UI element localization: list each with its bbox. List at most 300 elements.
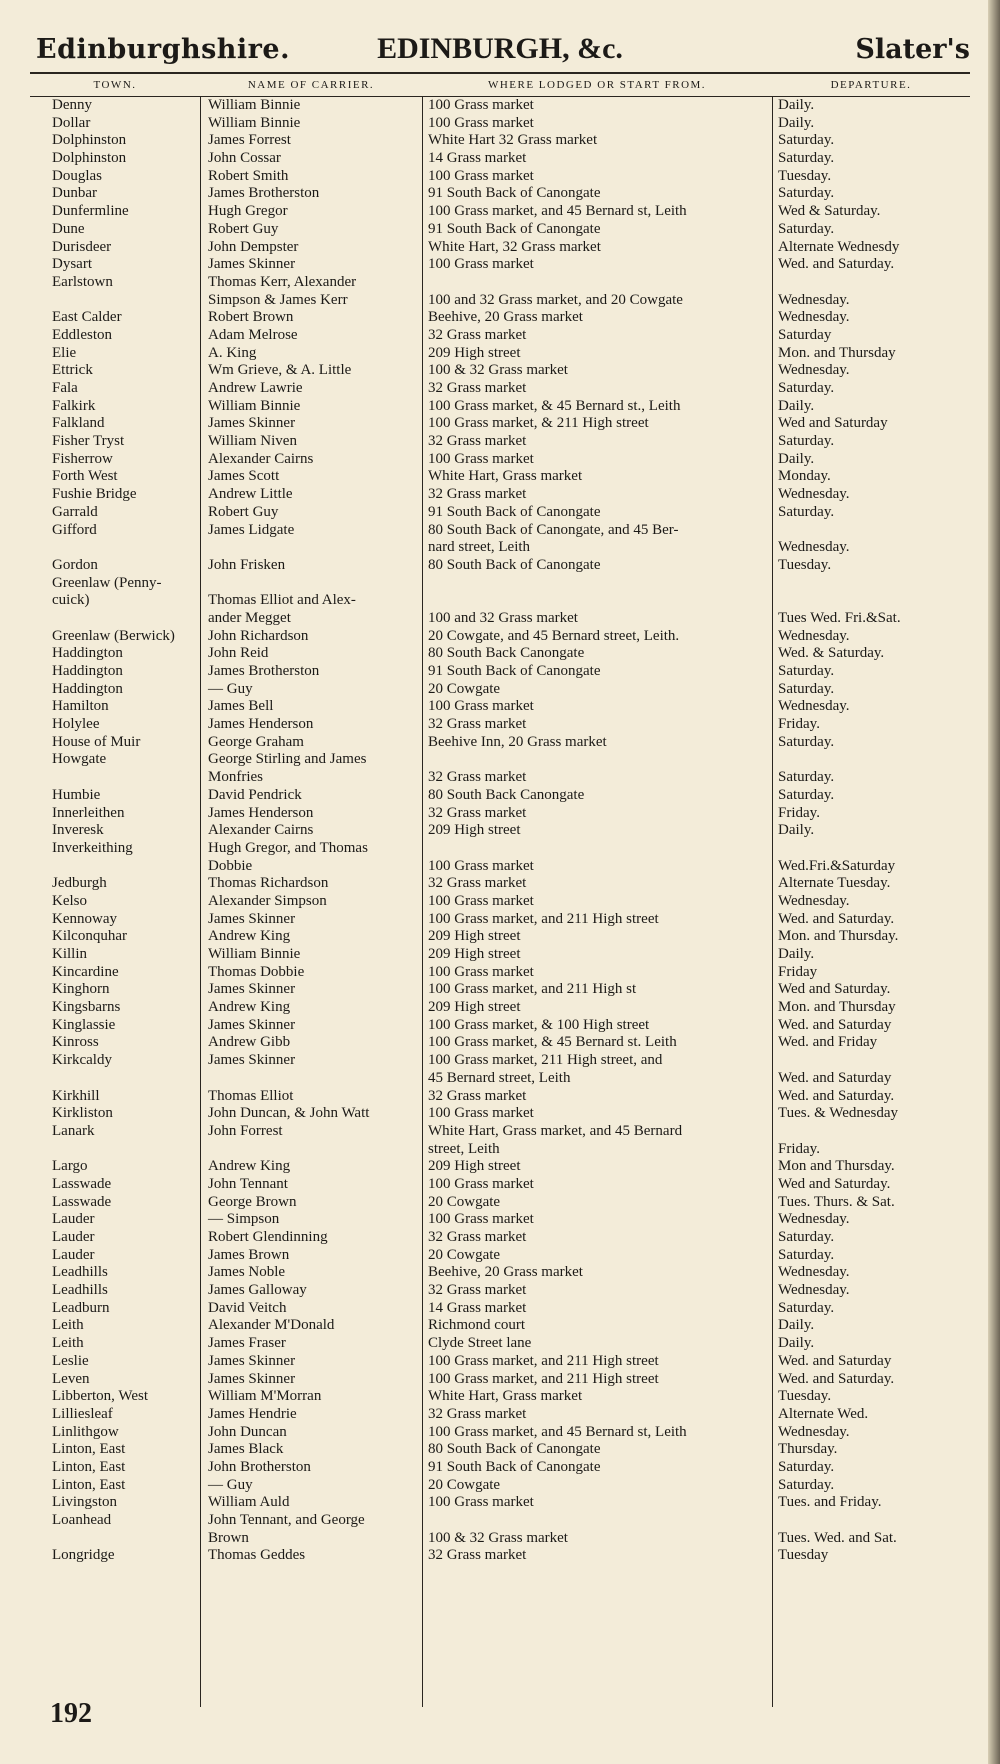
row-departure: Wed and Saturday. (778, 1175, 891, 1192)
row-carrier: James Bell (208, 698, 274, 715)
row-carrier: John Tennant (208, 1175, 288, 1192)
row-town: Elie (52, 344, 77, 361)
row-carrier: Hugh Gregor, and Thomas (208, 839, 368, 856)
row-carrier: Andrew King (208, 928, 291, 945)
row-lodged: White Hart, 32 Grass market (428, 238, 601, 255)
row-departure: Daily. (778, 946, 815, 962)
row-town: Haddington (52, 680, 123, 697)
row-departure: Saturday. (778, 1246, 835, 1263)
table-row (30, 875, 970, 893)
row-carrier: — Guy (208, 680, 253, 697)
table-row (30, 610, 970, 628)
table-row (30, 928, 970, 946)
row-carrier: Dobbie (208, 857, 253, 874)
row-departure: Wednesday. (778, 698, 850, 715)
row-town: Greenlaw (Penny- (52, 574, 162, 591)
row-carrier: Alexander Cairns (208, 450, 314, 467)
row-departure: Alternate Wed. (778, 1405, 869, 1422)
row-town: Jedburgh (52, 875, 107, 892)
column-divider (772, 97, 773, 1707)
row-town: Kincardine (52, 963, 119, 980)
row-carrier: William M'Morran (208, 1388, 322, 1405)
table-row (30, 239, 970, 257)
table-row (30, 1353, 970, 1371)
row-town: Linton, East (52, 1441, 126, 1458)
table-row (30, 1335, 970, 1353)
row-departure: Saturday. (778, 680, 835, 697)
row-departure: Wednesday. (778, 362, 850, 379)
row-lodged (422, 751, 772, 769)
table-row (30, 1017, 970, 1035)
row-departure: Wed. and Saturday (778, 1352, 892, 1369)
row-carrier: Thomas Elliot and Alex- (208, 592, 356, 609)
row-town: Eddleston (52, 326, 112, 343)
table-row (30, 274, 970, 292)
row-lodged: 80 South Back of Canongate (428, 1441, 601, 1458)
row-departure: Daily. (778, 1317, 815, 1334)
row-lodged: 100 Grass market, & 45 Bernard st., Leith (428, 397, 681, 414)
row-carrier: John Duncan, & John Watt (208, 1105, 370, 1122)
row-lodged: 100 Grass market (428, 1494, 534, 1511)
row-carrier: William Binnie (208, 114, 301, 131)
row-town: Dune (52, 220, 85, 237)
row-departure: Wed. and Saturday (778, 1016, 892, 1033)
row-departure: Saturday. (778, 786, 835, 803)
column-header-carrier: NAME OF CARRIER. (247, 79, 375, 91)
row-lodged: 20 Cowgate (428, 1193, 501, 1210)
row-carrier (200, 575, 422, 593)
row-town: Longridge (52, 1547, 115, 1564)
row-lodged: 100 Grass market (428, 1211, 534, 1228)
row-carrier: James Lidgate (208, 521, 295, 538)
row-town: Leven (52, 1370, 90, 1387)
row-carrier: — Simpson (208, 1211, 280, 1228)
table-row (30, 292, 970, 310)
row-departure: Wednesday. (778, 1282, 850, 1299)
row-departure: Saturday. (778, 769, 835, 786)
row-departure (772, 1123, 970, 1141)
row-departure: Tuesday (778, 1547, 829, 1564)
row-town: Kirkhill (52, 1087, 100, 1104)
row-carrier: James Henderson (208, 716, 314, 733)
row-town: Kinross (52, 1034, 99, 1051)
row-town: Denny (52, 97, 92, 113)
row-carrier: James Brown (208, 1246, 290, 1263)
row-departure: Tuesday. (778, 167, 832, 184)
row-town: Dolphinston (52, 132, 127, 149)
row-lodged: 100 Grass market, and 211 High street (428, 910, 659, 927)
row-departure: Mon and Thursday. (778, 1158, 895, 1175)
table-row (30, 1441, 970, 1459)
row-lodged: 209 High street (428, 344, 521, 361)
row-carrier: David Pendrick (208, 786, 302, 803)
row-departure: Tuesday. (778, 556, 832, 573)
table-row (30, 858, 970, 876)
row-departure (772, 575, 970, 593)
row-carrier: Robert Brown (208, 309, 294, 326)
column-header-town: TOWN. (93, 79, 137, 91)
row-carrier: Monfries (208, 769, 263, 786)
row-lodged: 100 Grass market (428, 892, 534, 909)
row-carrier: Andrew Little (208, 486, 293, 503)
row-departure: Wednesday. (778, 892, 850, 909)
row-town: Haddington (52, 663, 123, 679)
row-lodged: 80 South Back of Canongate, and 45 Ber- (428, 521, 679, 538)
row-lodged (422, 274, 772, 292)
row-carrier: William Niven (208, 433, 297, 450)
row-lodged: 32 Grass market (428, 326, 527, 343)
row-town: Lilliesleaf (52, 1405, 113, 1422)
row-town: Inverkeithing (52, 839, 133, 856)
row-departure: Saturday. (778, 663, 835, 679)
row-departure: Friday. (778, 1140, 820, 1157)
row-lodged: 100 Grass market (428, 97, 534, 113)
row-lodged: 209 High street (428, 946, 521, 962)
row-town: Inveresk (52, 822, 104, 839)
row-carrier: Adam Melrose (208, 326, 298, 343)
table-row (30, 539, 970, 557)
row-carrier: John Brotherston (208, 1458, 311, 1475)
row-town: Leith (52, 1335, 84, 1352)
table-row (30, 592, 970, 610)
row-carrier: John Duncan (208, 1423, 287, 1440)
row-lodged: 20 Cowgate (428, 680, 501, 697)
row-departure: Tues. Thurs. & Sat. (778, 1193, 895, 1210)
row-carrier: John Forrest (208, 1122, 283, 1139)
row-town: Earlstown (52, 273, 113, 290)
row-departure: Tues. & Wednesday (778, 1105, 899, 1122)
row-town: Durisdeer (52, 238, 112, 255)
row-town: East Calder (52, 309, 122, 326)
row-departure: Saturday. (778, 1299, 835, 1316)
row-town: Linlithgow (52, 1423, 119, 1440)
table-row (30, 1300, 970, 1318)
row-departure: Saturday. (778, 150, 835, 167)
row-carrier: Alexander Simpson (208, 892, 327, 909)
row-lodged: 32 Grass market (428, 1282, 527, 1299)
row-carrier: Andrew King (208, 1158, 291, 1175)
row-departure: Mon. and Thursday. (778, 928, 899, 945)
row-carrier: James Forrest (208, 132, 291, 149)
table-row (30, 150, 970, 168)
row-town: Fisherrow (52, 450, 113, 467)
row-carrier (200, 1141, 422, 1159)
row-town: Lauder (52, 1211, 95, 1228)
row-lodged (422, 1512, 772, 1530)
row-departure (772, 1052, 970, 1070)
table-row (30, 1229, 970, 1247)
row-departure: Alternate Tuesday. (778, 875, 891, 892)
row-carrier: Andrew Lawrie (208, 380, 303, 396)
table-row (30, 1070, 970, 1088)
table-row (30, 362, 970, 380)
row-town: Linton, East (52, 1458, 126, 1475)
table-row (30, 964, 970, 982)
row-carrier: James Galloway (208, 1282, 307, 1299)
row-carrier: James Henderson (208, 804, 314, 821)
table-row (30, 681, 970, 699)
row-carrier: Wm Grieve, & A. Little (208, 362, 352, 379)
row-lodged: 14 Grass market (428, 1299, 527, 1316)
column-divider (200, 97, 201, 1707)
row-departure (772, 274, 970, 292)
row-lodged: White Hart, Grass market (428, 468, 583, 485)
row-carrier: Robert Glendinning (208, 1229, 328, 1245)
row-carrier: James Skinner (208, 1352, 296, 1369)
row-town (30, 610, 200, 628)
row-lodged: 100 Grass market, and 211 High st (428, 981, 637, 998)
table-row (30, 645, 970, 663)
row-departure: Mon. and Thursday (778, 999, 896, 1016)
row-town: Douglas (52, 167, 102, 184)
row-lodged: White Hart, Grass market (428, 1388, 583, 1405)
table-row (30, 415, 970, 433)
row-carrier: Hugh Gregor (208, 203, 288, 220)
row-carrier: James Skinner (208, 910, 296, 927)
row-departure: Friday. (778, 716, 820, 733)
row-lodged: 32 Grass market (428, 1087, 527, 1104)
row-town: Fisher Tryst (52, 433, 125, 450)
row-departure (772, 522, 970, 540)
row-lodged: nard street, Leith (428, 539, 531, 556)
row-lodged: 80 South Back Canongate (428, 786, 585, 803)
row-town: Fushie Bridge (52, 486, 137, 503)
row-town: Linton, East (52, 1476, 126, 1493)
table-body (30, 97, 970, 1707)
row-carrier: Alexander Cairns (208, 822, 314, 839)
row-town: Kilconquhar (52, 928, 127, 945)
row-carrier: William Binnie (208, 397, 301, 414)
row-town (30, 292, 200, 310)
table-row (30, 115, 970, 133)
row-departure: Wednesday. (778, 1264, 850, 1281)
row-lodged: 32 Grass market (428, 380, 527, 396)
row-lodged: 91 South Back of Canongate (428, 1458, 601, 1475)
table-row (30, 769, 970, 787)
row-carrier: James Skinner (208, 415, 296, 432)
row-town: Libberton, West (52, 1388, 148, 1405)
row-lodged (422, 575, 772, 593)
table-row (30, 893, 970, 911)
row-carrier: Thomas Dobbie (208, 963, 305, 980)
row-carrier: Andrew Gibb (208, 1034, 291, 1051)
row-town: Livingston (52, 1494, 118, 1511)
row-departure: Saturday. (778, 733, 835, 750)
row-carrier: James Noble (208, 1264, 286, 1281)
row-lodged: 20 Cowgate (428, 1476, 501, 1493)
row-town: Kingsbarns (52, 999, 121, 1016)
table-row (30, 1477, 970, 1495)
row-lodged: 91 South Back of Canongate (428, 503, 601, 520)
row-departure: Wed. and Saturday. (778, 1370, 895, 1387)
row-lodged: 100 Grass market (428, 114, 534, 131)
directory-page (30, 30, 970, 1707)
row-town: Lasswade (52, 1193, 112, 1210)
row-carrier: George Stirling and James (208, 751, 367, 768)
table-row (30, 345, 970, 363)
table-row (30, 1547, 970, 1565)
table-row (30, 1494, 970, 1512)
row-lodged: 32 Grass market (428, 1547, 527, 1564)
table-row (30, 185, 970, 203)
row-lodged: Beehive, 20 Grass market (428, 1264, 583, 1281)
row-carrier: ander Megget (208, 609, 291, 626)
row-town: Haddington (52, 645, 123, 662)
row-carrier: George Graham (208, 733, 304, 750)
row-carrier: William Auld (208, 1494, 290, 1511)
row-carrier: John Frisken (208, 556, 286, 573)
row-carrier: David Veitch (208, 1299, 287, 1316)
row-lodged: 100 Grass market (428, 1105, 534, 1122)
row-town (30, 1530, 200, 1548)
row-departure: Wednesday. (778, 1423, 850, 1440)
row-lodged: 100 Grass market (428, 256, 534, 273)
row-carrier: James Fraser (208, 1335, 286, 1352)
table-row (30, 221, 970, 239)
column-header-lodged: WHERE LODGED OR START FROM. (487, 79, 707, 91)
row-departure: Tues Wed. Fri.&Sat. (778, 609, 901, 626)
row-town: Fala (52, 380, 78, 396)
table-row (30, 327, 970, 345)
row-departure: Wednesday. (778, 627, 850, 644)
row-departure: Saturday. (778, 220, 835, 237)
table-row (30, 522, 970, 540)
row-town: Greenlaw (Berwick) (52, 627, 175, 644)
table-row (30, 1211, 970, 1229)
table-row (30, 451, 970, 469)
row-carrier: Alexander M'Donald (208, 1317, 335, 1334)
row-town: Kirkliston (52, 1105, 113, 1122)
table-row (30, 1371, 970, 1389)
row-departure: Wednesday. (778, 539, 850, 556)
row-carrier: James Scott (208, 468, 280, 485)
table-row (30, 1194, 970, 1212)
row-departure: Saturday. (778, 1458, 835, 1475)
row-departure: Saturday (778, 326, 832, 343)
row-departure: Saturday. (778, 1476, 835, 1493)
row-carrier: — Guy (208, 1476, 253, 1493)
row-departure: Monday. (778, 468, 831, 485)
row-departure (772, 1512, 970, 1530)
row-carrier: Brown (208, 1529, 249, 1546)
row-departure: Wed. & Saturday. (778, 645, 885, 662)
row-carrier: James Skinner (208, 981, 296, 998)
row-lodged: Beehive Inn, 20 Grass market (428, 733, 607, 750)
row-departure: Wed. and Saturday (778, 1069, 892, 1086)
row-lodged: 32 Grass market (428, 716, 527, 733)
row-carrier: James Skinner (208, 1052, 296, 1069)
row-lodged: 100 & 32 Grass market (428, 362, 568, 379)
row-departure: Tuesday. (778, 1388, 832, 1405)
row-lodged: 100 and 32 Grass market, and 20 Cowgate (428, 291, 683, 308)
row-departure: Daily. (778, 822, 815, 839)
table-row (30, 822, 970, 840)
row-departure: Saturday. (778, 433, 835, 450)
row-town: Howgate (52, 751, 107, 768)
row-departure: Wed.Fri.&Saturday (778, 857, 896, 874)
row-town: Humbie (52, 786, 101, 803)
row-town: Leadhills (52, 1264, 108, 1281)
row-lodged: Beehive, 20 Grass market (428, 309, 583, 326)
table-row (30, 557, 970, 575)
row-lodged: 80 South Back Canongate (428, 645, 585, 662)
row-departure: Daily. (778, 1335, 815, 1352)
row-town: Dunbar (52, 185, 97, 202)
row-carrier: William Binnie (208, 97, 301, 113)
row-town: Largo (52, 1158, 88, 1175)
row-departure: Tues. and Friday. (778, 1494, 882, 1511)
table-row (30, 1512, 970, 1530)
page-title: EDINBURGH, &c. (377, 32, 623, 65)
row-lodged: 100 Grass market, & 211 High street (428, 415, 649, 432)
table-row (30, 486, 970, 504)
row-carrier: John Richardson (208, 627, 309, 644)
row-carrier: Robert Guy (208, 503, 279, 520)
row-town: Kennoway (52, 910, 117, 927)
page-number: 192 (50, 1698, 92, 1729)
row-lodged: 32 Grass market (428, 433, 527, 450)
table-row (30, 168, 970, 186)
table-row (30, 751, 970, 769)
row-carrier: James Skinner (208, 256, 296, 273)
table-row (30, 1158, 970, 1176)
row-town: Kinglassie (52, 1016, 116, 1033)
row-town: Loanhead (52, 1512, 112, 1528)
row-lodged: 32 Grass market (428, 875, 527, 892)
row-lodged: 100 Grass market, and 45 Bernard st, Leith (428, 203, 687, 220)
row-carrier: Thomas Richardson (208, 875, 329, 892)
row-lodged: White Hart 32 Grass market (428, 132, 598, 149)
row-departure: Wednesday. (778, 486, 850, 503)
table-row (30, 398, 970, 416)
row-town: Leith (52, 1317, 84, 1334)
row-town: Gifford (52, 521, 97, 538)
row-departure: Thursday. (778, 1441, 838, 1458)
column-divider (422, 97, 423, 1707)
row-lodged: 100 Grass market (428, 857, 534, 874)
table-row (30, 132, 970, 150)
row-carrier: James Hendrie (208, 1405, 297, 1422)
row-carrier: Thomas Geddes (208, 1547, 306, 1564)
table-row (30, 1105, 970, 1123)
row-lodged: 100 Grass market, and 45 Bernard st, Leith (428, 1423, 687, 1440)
row-lodged: street, Leith (428, 1140, 500, 1157)
row-lodged: 80 South Back of Canongate (428, 556, 601, 573)
carriers-table (30, 72, 970, 1707)
row-carrier: John Reid (208, 645, 269, 662)
row-town: Dollar (52, 114, 91, 131)
row-carrier: George Brown (208, 1193, 297, 1210)
row-town: Leslie (52, 1352, 89, 1369)
row-lodged (422, 840, 772, 858)
row-departure: Wednesday. (778, 1211, 850, 1228)
row-carrier: Simpson & James Kerr (208, 291, 348, 308)
row-departure: Wednesday. (778, 309, 850, 326)
table-row (30, 1388, 970, 1406)
table-row (30, 1052, 970, 1070)
column-headers (30, 74, 970, 97)
row-departure: Saturday. (778, 1229, 835, 1245)
row-lodged: 100 Grass market (428, 450, 534, 467)
row-carrier: James Brotherston (208, 185, 320, 202)
row-carrier: A. King (208, 344, 257, 361)
row-lodged: White Hart, Grass market, and 45 Bernard (428, 1122, 683, 1139)
row-carrier: John Cossar (208, 150, 281, 167)
table-row (30, 1034, 970, 1052)
row-lodged: 20 Cowgate (428, 1246, 501, 1263)
row-departure: Wed and Saturday. (778, 981, 891, 998)
row-town: Gordon (52, 556, 98, 573)
